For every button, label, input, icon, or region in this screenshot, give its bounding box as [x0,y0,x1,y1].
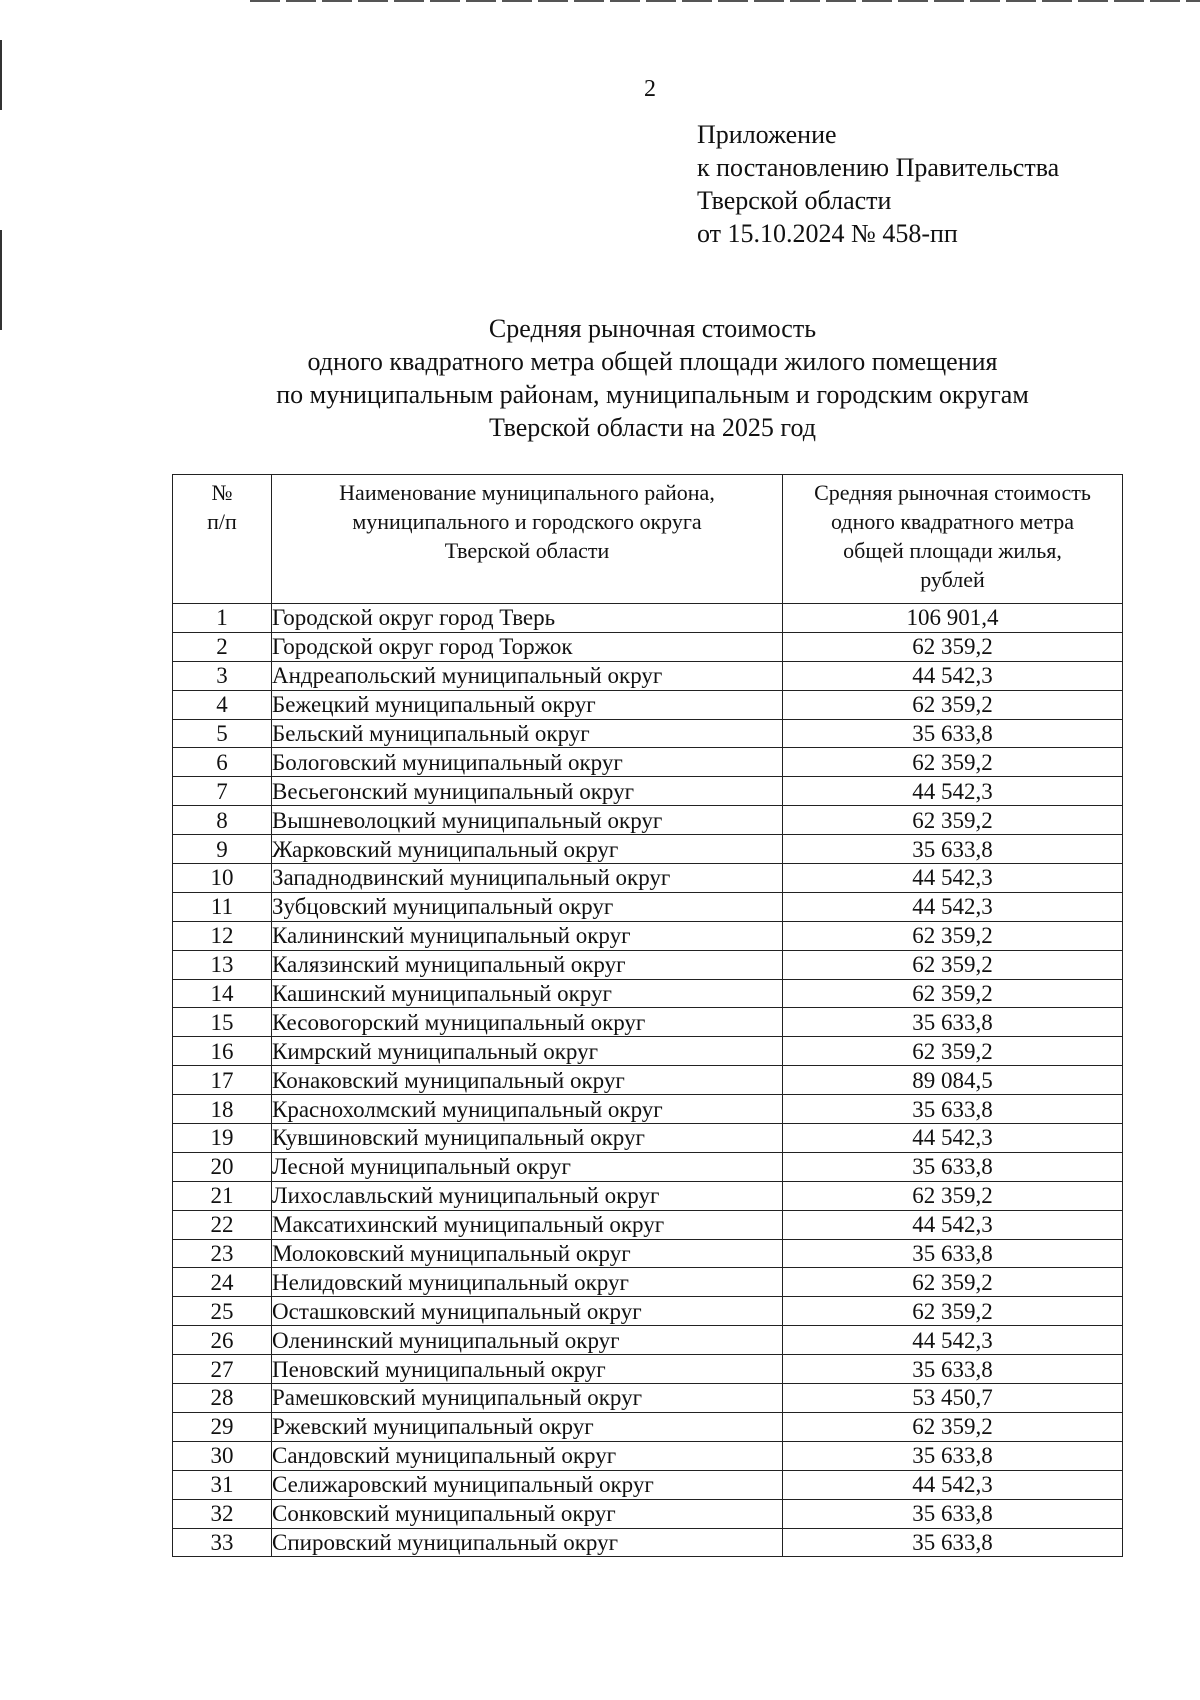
table-row [173,690,1123,719]
row-number: 3 [173,661,272,690]
row-number: 4 [173,690,272,719]
table-row [173,1095,1123,1124]
row-price-value: 89 084,5 [783,1066,1123,1095]
table-row [173,1268,1123,1297]
row-price-value: 44 542,3 [783,777,1123,806]
table-row [173,864,1123,893]
row-municipality-name: Молоковский муниципальный округ [272,1239,783,1268]
table-row [173,1124,1123,1153]
row-number: 6 [173,748,272,777]
row-number: 20 [173,1152,272,1181]
header-name: Наименование муниципального района, муниципального и городского округа Тверской области [272,475,783,604]
row-price-value: 62 359,2 [783,806,1123,835]
table-row [173,1412,1123,1441]
row-price-value: 44 542,3 [783,892,1123,921]
row-price-value: 62 359,2 [783,921,1123,950]
row-municipality-name: Сонковский муниципальный округ [272,1499,783,1528]
annex-line: к постановлению Правительства [697,153,1060,182]
row-price-value: 35 633,8 [783,1152,1123,1181]
row-municipality-name: Спировский муниципальный округ [272,1528,783,1557]
row-price-value: 62 359,2 [783,632,1123,661]
scan-top-edge [250,0,1200,2]
row-number: 25 [173,1297,272,1326]
row-price-value: 44 542,3 [783,1470,1123,1499]
row-number: 14 [173,979,272,1008]
annex-line: Приложение [697,120,837,149]
row-number: 9 [173,835,272,864]
price-table [172,474,1123,1557]
title-line: одного квадратного метра общей площади жилого помещения [307,347,998,376]
row-number: 8 [173,806,272,835]
row-municipality-name: Западнодвинский муниципальный округ [272,864,783,893]
row-price-value: 35 633,8 [783,1239,1123,1268]
table-row [173,1326,1123,1355]
row-municipality-name: Зубцовский муниципальный округ [272,892,783,921]
table-row [173,1210,1123,1239]
row-municipality-name: Нелидовский муниципальный округ [272,1268,783,1297]
table-body [173,604,1123,1557]
table-row [173,1499,1123,1528]
row-number: 29 [173,1412,272,1441]
table-row [173,1181,1123,1210]
row-price-value: 35 633,8 [783,1528,1123,1557]
row-price-value: 44 542,3 [783,1326,1123,1355]
row-municipality-name: Кимрский муниципальный округ [272,1037,783,1066]
row-municipality-name: Пеновский муниципальный округ [272,1355,783,1384]
table-row [173,921,1123,950]
row-number: 1 [173,604,272,633]
row-municipality-name: Краснохолмский муниципальный округ [272,1095,783,1124]
header-value: Средняя рыночная стоимость одного квадратного метра общей площади жилья, рублей [783,475,1123,604]
row-municipality-name: Андреапольский муниципальный округ [272,661,783,690]
row-number: 17 [173,1066,272,1095]
table-row [173,1384,1123,1413]
row-price-value: 62 359,2 [783,979,1123,1008]
row-price-value: 62 359,2 [783,1268,1123,1297]
table-row [173,1152,1123,1181]
table-row [173,1297,1123,1326]
table-row [173,950,1123,979]
row-price-value: 106 901,4 [783,604,1123,633]
table-row [173,777,1123,806]
header-number: № п/п [173,475,272,604]
table-row [173,892,1123,921]
row-number: 24 [173,1268,272,1297]
table-row [173,1008,1123,1037]
row-municipality-name: Бологовский муниципальный округ [272,748,783,777]
row-price-value: 35 633,8 [783,1499,1123,1528]
row-price-value: 44 542,3 [783,864,1123,893]
row-number: 15 [173,1008,272,1037]
row-municipality-name: Городской округ город Торжок [272,632,783,661]
row-price-value: 35 633,8 [783,1441,1123,1470]
row-price-value: 35 633,8 [783,719,1123,748]
row-number: 11 [173,892,272,921]
row-number: 32 [173,1499,272,1528]
table-row [173,748,1123,777]
row-municipality-name: Бельский муниципальный округ [272,719,783,748]
row-number: 33 [173,1528,272,1557]
row-price-value: 62 359,2 [783,950,1123,979]
document-title [180,312,1125,444]
row-price-value: 62 359,2 [783,1297,1123,1326]
title-line: по муниципальным районам, муниципальным и городским округам [276,380,1029,409]
row-number: 26 [173,1326,272,1355]
table-row [173,661,1123,690]
table-row [173,1239,1123,1268]
row-municipality-name: Калязинский муниципальный округ [272,950,783,979]
table-header-row [173,475,1123,604]
row-number: 16 [173,1037,272,1066]
row-number: 5 [173,719,272,748]
annex-block [697,118,1059,250]
row-number: 28 [173,1384,272,1413]
table-row [173,1066,1123,1095]
table-row [173,806,1123,835]
row-price-value: 44 542,3 [783,661,1123,690]
page-number: 2 [644,76,656,102]
row-municipality-name: Городской округ город Тверь [272,604,783,633]
table-row [173,1037,1123,1066]
row-municipality-name: Селижаровский муниципальный округ [272,1470,783,1499]
row-number: 19 [173,1124,272,1153]
table-row [173,1355,1123,1384]
table-row [173,1441,1123,1470]
row-number: 21 [173,1181,272,1210]
row-price-value: 62 359,2 [783,1412,1123,1441]
row-number: 10 [173,864,272,893]
row-municipality-name: Весьегонский муниципальный округ [272,777,783,806]
row-price-value: 53 450,7 [783,1384,1123,1413]
row-number: 27 [173,1355,272,1384]
row-number: 18 [173,1095,272,1124]
row-number: 7 [173,777,272,806]
scan-left-edge-mark [0,230,2,330]
row-municipality-name: Рамешковский муниципальный округ [272,1384,783,1413]
row-price-value: 62 359,2 [783,1181,1123,1210]
table-row [173,835,1123,864]
table-row [173,1470,1123,1499]
table-row [173,979,1123,1008]
row-municipality-name: Кашинский муниципальный округ [272,979,783,1008]
row-number: 22 [173,1210,272,1239]
row-municipality-name: Лесной муниципальный округ [272,1152,783,1181]
title-line: Средняя рыночная стоимость [488,314,817,343]
row-municipality-name: Максатихинский муниципальный округ [272,1210,783,1239]
table-row [173,719,1123,748]
row-number: 13 [173,950,272,979]
row-municipality-name: Оленинский муниципальный округ [272,1326,783,1355]
row-number: 2 [173,632,272,661]
row-number: 12 [173,921,272,950]
row-number: 30 [173,1441,272,1470]
row-municipality-name: Вышневолоцкий муниципальный округ [272,806,783,835]
row-municipality-name: Кесовогорский муниципальный округ [272,1008,783,1037]
row-price-value: 44 542,3 [783,1210,1123,1239]
row-number: 23 [173,1239,272,1268]
annex-line: Тверской области [697,186,892,215]
row-price-value: 35 633,8 [783,1355,1123,1384]
row-municipality-name: Осташковский муниципальный округ [272,1297,783,1326]
table-row [173,632,1123,661]
row-price-value: 62 359,2 [783,1037,1123,1066]
annex-line: от 15.10.2024 № 458-пп [697,219,958,248]
row-price-value: 35 633,8 [783,1008,1123,1037]
table-row [173,604,1123,633]
row-price-value: 35 633,8 [783,1095,1123,1124]
row-price-value: 62 359,2 [783,690,1123,719]
row-price-value: 62 359,2 [783,748,1123,777]
row-municipality-name: Лихославльский муниципальный округ [272,1181,783,1210]
row-municipality-name: Калининский муниципальный округ [272,921,783,950]
table-row [173,1528,1123,1557]
row-municipality-name: Конаковский муниципальный округ [272,1066,783,1095]
row-municipality-name: Бежецкий муниципальный округ [272,690,783,719]
row-number: 31 [173,1470,272,1499]
row-municipality-name: Сандовский муниципальный округ [272,1441,783,1470]
row-price-value: 44 542,3 [783,1124,1123,1153]
title-line: Тверской области на 2025 год [489,413,816,442]
row-municipality-name: Кувшиновский муниципальный округ [272,1124,783,1153]
scan-left-edge-mark [0,40,2,110]
row-municipality-name: Жарковский муниципальный округ [272,835,783,864]
row-price-value: 35 633,8 [783,835,1123,864]
row-municipality-name: Ржевский муниципальный округ [272,1412,783,1441]
